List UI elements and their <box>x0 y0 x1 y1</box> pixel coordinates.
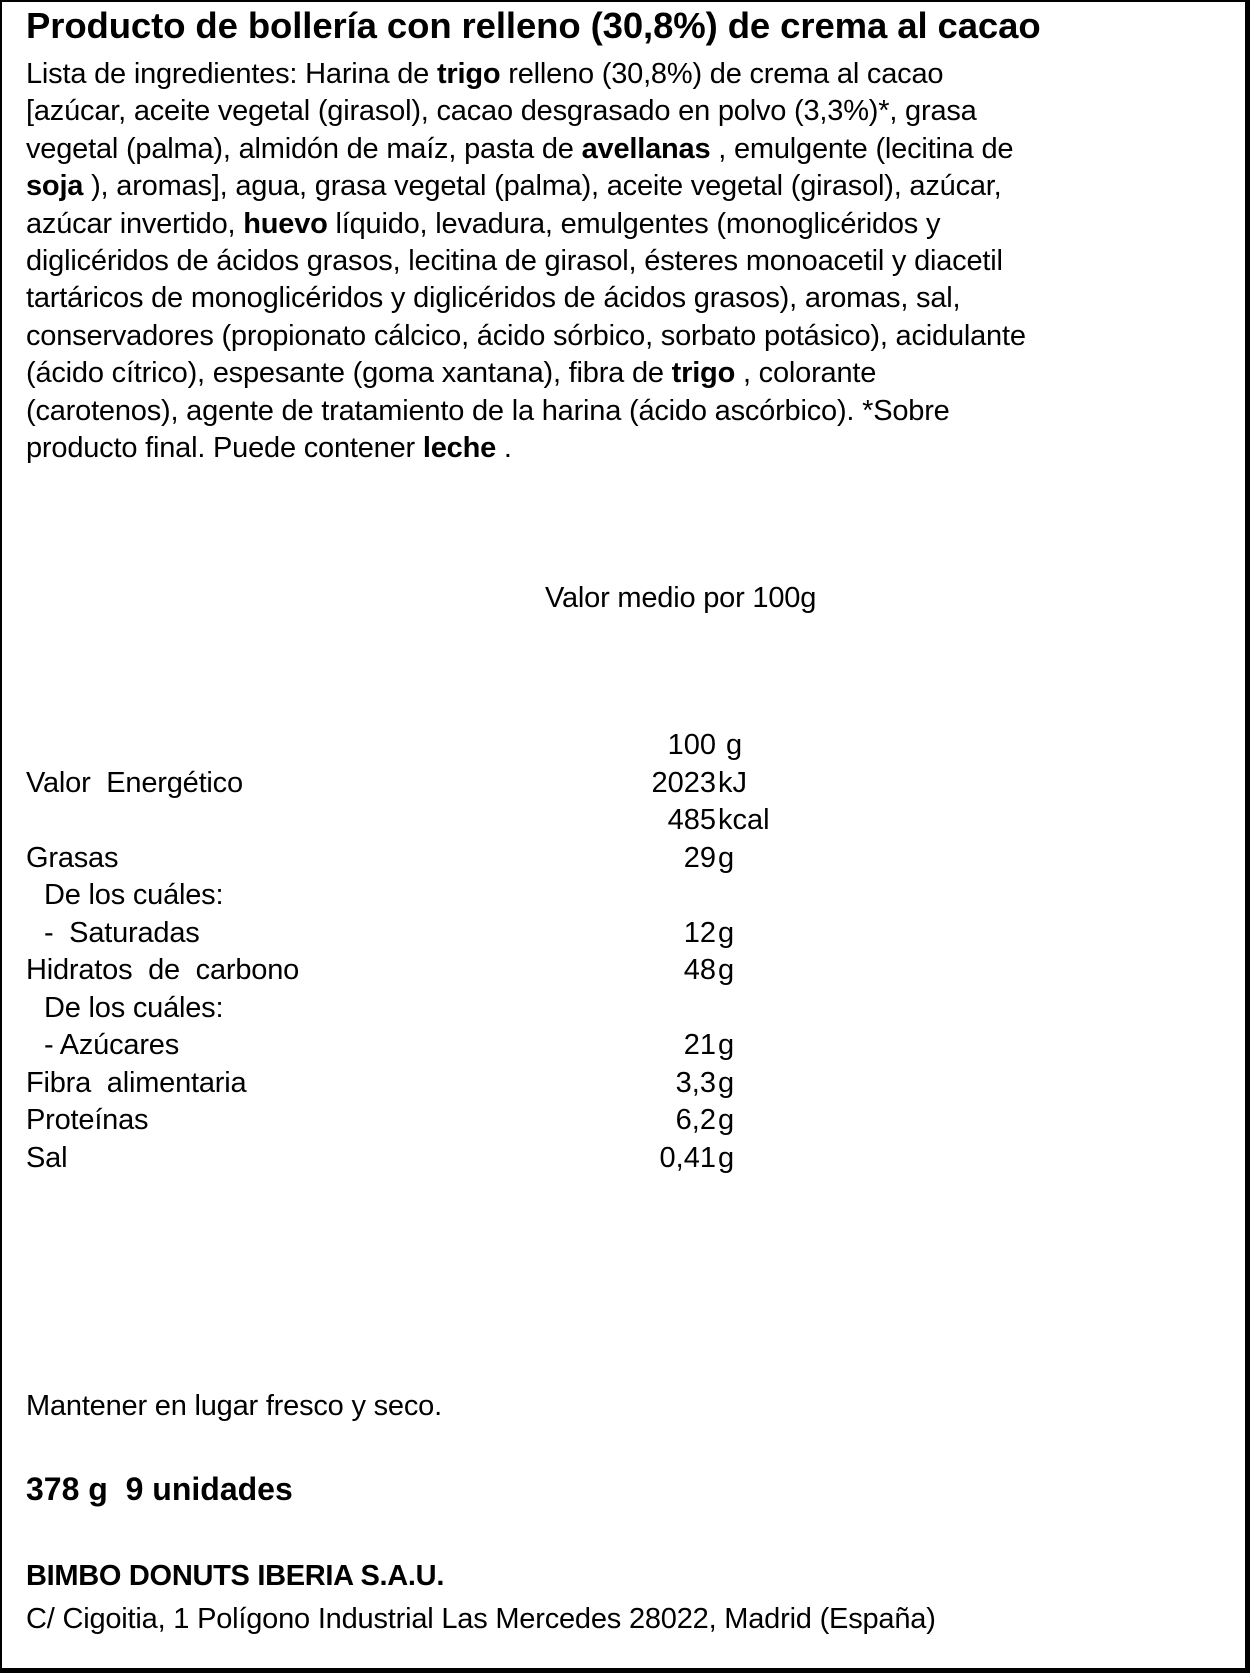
nutrient-value: 12 <box>683 916 716 949</box>
ingredients-text: Lista de ingredientes: Harina de <box>26 58 437 90</box>
nutrition-row <box>0 1140 1240 1178</box>
allergen-highlight: leche <box>422 431 497 464</box>
nutrition-row <box>0 1102 1240 1140</box>
nutrient-value: 29 <box>683 841 716 874</box>
nutrient-value: 0,41 <box>659 1141 716 1174</box>
nutrient-unit: g <box>718 954 735 986</box>
nutrient-label: Valor Energético <box>26 766 243 799</box>
storage-instructions: Mantener en lugar fresco y seco. <box>26 1390 442 1422</box>
allergen-highlight: avellanas <box>581 132 711 165</box>
nutrition-row <box>0 727 1240 765</box>
nutrient-label: - Azúcares <box>44 1029 179 1061</box>
ingredients-text: conservadores (propionato cálcico, ácido sórbico, sorbato potásico), acidulante <box>26 319 1026 352</box>
nutrient-label: Proteínas <box>26 1104 149 1136</box>
nutrition-header: Valor medio por 100g <box>545 582 817 614</box>
nutrition-row <box>0 765 1240 803</box>
ingredients-list <box>26 56 1216 467</box>
ingredients-line <box>26 206 1216 243</box>
nutrient-value: 3,3 <box>675 1066 716 1099</box>
company-address: C/ Cigoitia, 1 Polígono Industrial Las Mercedes 28022, Madrid (España) <box>26 1603 936 1635</box>
nutrient-unit: g <box>718 1029 735 1061</box>
nutrient-value: 48 <box>683 954 716 986</box>
product-title: Producto de bollería con relleno (30,8%) de crema al cacao <box>26 5 1041 46</box>
ingredients-text: diglicéridos de ácidos grasos, lecitina de girasol, ésteres monoacetil y diacetil <box>26 244 1003 277</box>
ingredients-text: vegetal (palma), almidón de maíz, pasta de <box>26 132 582 165</box>
nutrient-value: 485 <box>667 804 716 836</box>
ingredients-text: [azúcar, aceite vegetal (girasol), cacao desgrasado en polvo (3,3%)*, grasa <box>26 95 977 128</box>
net-quantity: 378 g 9 unidades <box>26 1471 293 1507</box>
nutrient-label: Hidratos de carbono <box>26 954 300 986</box>
allergen-highlight: soja <box>26 170 84 203</box>
nutrition-row <box>0 990 1240 1028</box>
nutrient-value: 100 <box>667 729 716 761</box>
nutrition-row <box>0 802 1240 840</box>
ingredients-line <box>26 93 1216 130</box>
nutrient-unit: g <box>718 1104 735 1136</box>
nutrition-row <box>0 1027 1240 1065</box>
nutrient-unit: g <box>718 1141 735 1174</box>
nutrition-row <box>0 1065 1240 1103</box>
nutrition-row <box>0 840 1240 878</box>
nutrition-row <box>0 877 1240 915</box>
ingredients-text: , colorante <box>735 357 877 390</box>
nutrient-label: De los cuáles: <box>44 879 224 911</box>
nutrient-label: De los cuáles: <box>44 991 224 1024</box>
allergen-highlight: trigo <box>671 357 736 390</box>
nutrient-unit: g <box>718 1066 735 1099</box>
ingredients-text: azúcar invertido, <box>26 207 244 240</box>
ingredients-text: ), aromas], agua, grasa vegetal (palma), aceite vegetal (girasol), azúcar, <box>83 170 1002 203</box>
ingredients-text: líquido, levadura, emulgentes (monoglicéridos y <box>327 207 941 240</box>
nutrient-label: Fibra alimentaria <box>26 1066 247 1099</box>
allergen-highlight: trigo <box>436 58 501 90</box>
ingredients-text: producto final. Puede contener <box>26 431 423 464</box>
ingredients-line <box>26 243 1216 280</box>
ingredients-line <box>26 355 1216 392</box>
ingredients-text: , emulgente (lecitina de <box>710 132 1014 165</box>
ingredients-text: relleno (30,8%) de crema al cacao <box>500 58 944 90</box>
ingredients-text: tartáricos de monoglicéridos y diglicéridos de ácidos grasos), aromas, sal, <box>26 282 961 315</box>
nutrition-row <box>0 952 1240 990</box>
nutrient-value: 21 <box>683 1029 716 1061</box>
nutrient-label: Grasas <box>26 841 119 874</box>
nutrition-row <box>0 915 1240 953</box>
ingredients-text: . <box>496 431 512 464</box>
nutrient-label: Sal <box>26 1141 68 1174</box>
nutrition-table <box>0 727 1240 1177</box>
ingredients-line <box>26 168 1216 205</box>
allergen-highlight: huevo <box>243 207 328 240</box>
nutrient-unit: g <box>718 729 743 761</box>
ingredients-text: (carotenos), agente de tratamiento de la harina (ácido ascórbico). *Sobre <box>26 394 950 427</box>
company-name: BIMBO DONUTS IBERIA S.A.U. <box>26 1560 445 1592</box>
ingredients-line <box>26 430 1216 467</box>
nutrient-unit: g <box>718 841 735 874</box>
ingredients-line <box>26 56 1216 93</box>
ingredients-line <box>26 393 1216 430</box>
nutrient-value: 6,2 <box>675 1104 716 1136</box>
nutrient-unit: g <box>718 916 735 949</box>
ingredients-text: (ácido cítrico), espesante (goma xantana), fibra de <box>26 357 672 390</box>
nutrient-label: - Saturadas <box>44 916 200 949</box>
ingredients-line <box>26 131 1216 168</box>
ingredients-line <box>26 318 1216 355</box>
ingredients-line <box>26 280 1216 317</box>
nutrient-unit: kcal <box>718 804 770 836</box>
nutrient-unit: kJ <box>718 766 747 799</box>
nutrient-value: 2023 <box>651 766 716 799</box>
